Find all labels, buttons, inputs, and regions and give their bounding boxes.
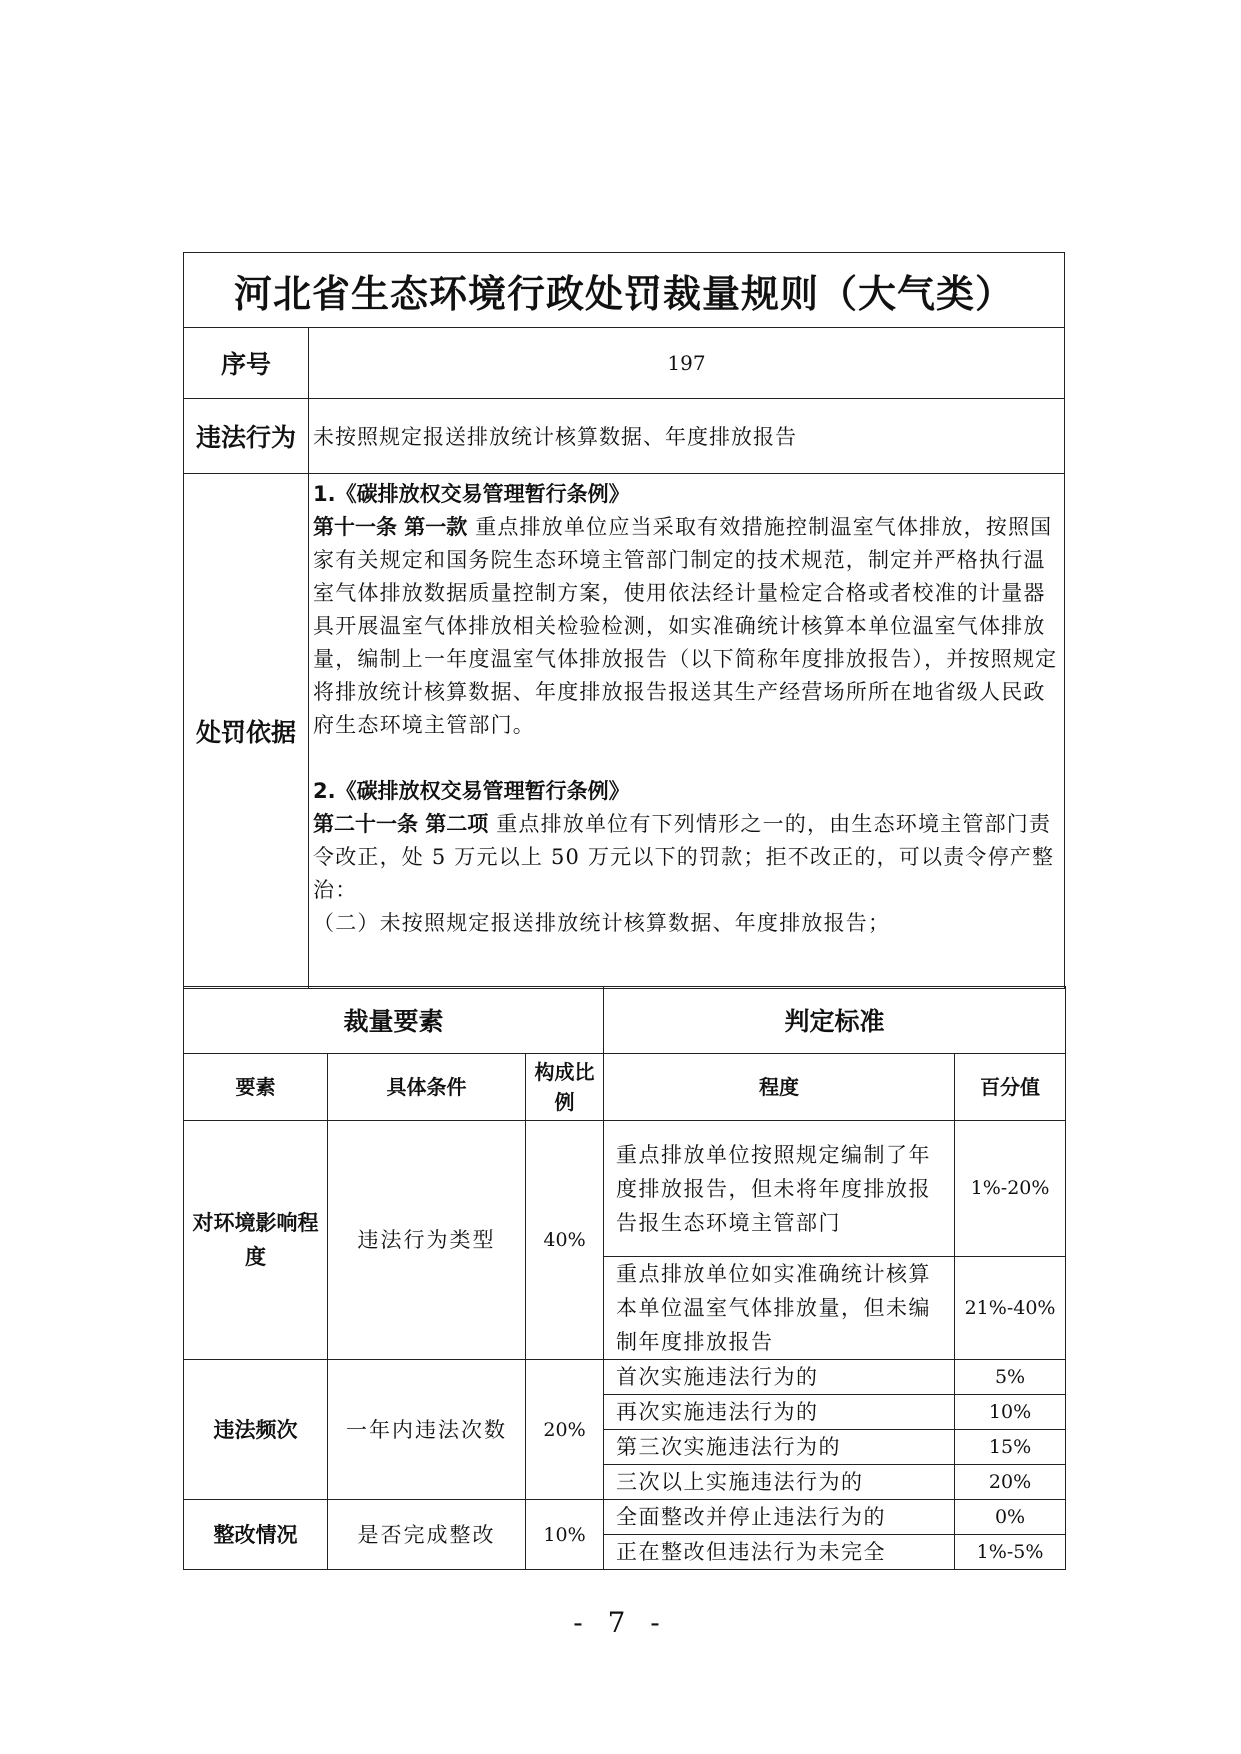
basis-1-title: 1.《碳排放权交易管理暂行条例》: [313, 482, 630, 506]
degree-cell: 第三次实施违法行为的: [604, 1430, 955, 1465]
basis-1-article: 第十一条 第一款: [313, 515, 468, 539]
condition-frequency: 一年内违法次数: [328, 1360, 526, 1500]
factor-rectification: 整改情况: [184, 1500, 328, 1570]
basis-2-paragraph: [313, 808, 1060, 907]
act-value: 未按照规定报送排放统计核算数据、年度排放报告: [309, 399, 1065, 474]
ratio-frequency: 20%: [526, 1360, 604, 1500]
degree-cell: 重点排放单位如实准确统计核算本单位温室气体排放量，但未编制年度排放报告: [604, 1257, 955, 1360]
document-title: 河北省生态环境行政处罚裁量规则（大气类）: [184, 253, 1065, 328]
basis-1-body: 重点排放单位应当采取有效措施控制温室气体排放，按照国家有关规定和国务院生态环境主管部门制定的技术规范，制定并严格执行温室气体排放数据质量控制方案，使用依法经计量检定合格或者校准的计量器具开展温室气体排放相关检验检测，如实准确统计核算本单位温室气体排放量，编制上一年度温室气体排放报告（以下简称年度排放报告），并按照规定将排放统计核算数据、年度排放报告报送其生产经营场所所在地省级人民政府生态环境主管部门。: [313, 515, 1058, 737]
ratio-rectification: 10%: [526, 1500, 604, 1570]
basis-2-body: 重点排放单位有下列情形之一的，由生态环境主管部门责令改正，处 5 万元以上 50 万元以下的罚款；拒不改正的，可以责令停产整治：: [313, 812, 1055, 902]
head-factors: 裁量要素: [184, 987, 604, 1054]
degree-cell: 再次实施违法行为的: [604, 1395, 955, 1430]
basis-label: 处罚依据: [184, 474, 309, 989]
degree-cell: 正在整改但违法行为未完全: [604, 1535, 955, 1570]
percent-cell: 10%: [955, 1395, 1066, 1430]
percent-cell: 1%-5%: [955, 1535, 1066, 1570]
condition-impact: 违法行为类型: [328, 1121, 526, 1360]
seq-label: 序号: [184, 328, 309, 399]
basis-1-paragraph: [313, 511, 1060, 742]
discretion-table: [183, 986, 1066, 1570]
seq-value: 197: [309, 328, 1065, 399]
condition-rectification: 是否完成整改: [328, 1500, 526, 1570]
percent-cell: 15%: [955, 1430, 1066, 1465]
percent-cell: 21%-40%: [955, 1257, 1066, 1360]
basis-2-title: 2.《碳排放权交易管理暂行条例》: [313, 779, 630, 803]
percent-cell: 20%: [955, 1465, 1066, 1500]
factor-frequency: 违法频次: [184, 1360, 328, 1500]
factor-impact: 对环境影响程度: [184, 1121, 328, 1360]
page-number: - 7 -: [573, 1606, 668, 1639]
col-ratio: 构成比例: [526, 1054, 604, 1121]
degree-cell: 三次以上实施违法行为的: [604, 1465, 955, 1500]
degree-cell: 重点排放单位按照规定编制了年度排放报告，但未将年度排放报告报生态环境主管部门: [604, 1121, 955, 1257]
percent-cell: 1%-20%: [955, 1121, 1066, 1257]
basis-2-item: （二）未按照规定报送排放统计核算数据、年度排放报告；: [313, 911, 891, 935]
act-label: 违法行为: [184, 399, 309, 474]
degree-cell: 全面整改并停止违法行为的: [604, 1500, 955, 1535]
degree-cell: 首次实施违法行为的: [604, 1360, 955, 1395]
col-degree: 程度: [604, 1054, 955, 1121]
basis-2-article: 第二十一条 第二项: [313, 812, 489, 836]
percent-cell: 0%: [955, 1500, 1066, 1535]
col-percent: 百分值: [955, 1054, 1066, 1121]
ratio-impact: 40%: [526, 1121, 604, 1360]
basis-text: [309, 474, 1065, 989]
percent-cell: 5%: [955, 1360, 1066, 1395]
basis-spacer: [313, 742, 1060, 775]
col-condition: 具体条件: [328, 1054, 526, 1121]
penalty-info-table: [183, 252, 1065, 989]
head-standard: 判定标准: [604, 987, 1066, 1054]
col-element: 要素: [184, 1054, 328, 1121]
